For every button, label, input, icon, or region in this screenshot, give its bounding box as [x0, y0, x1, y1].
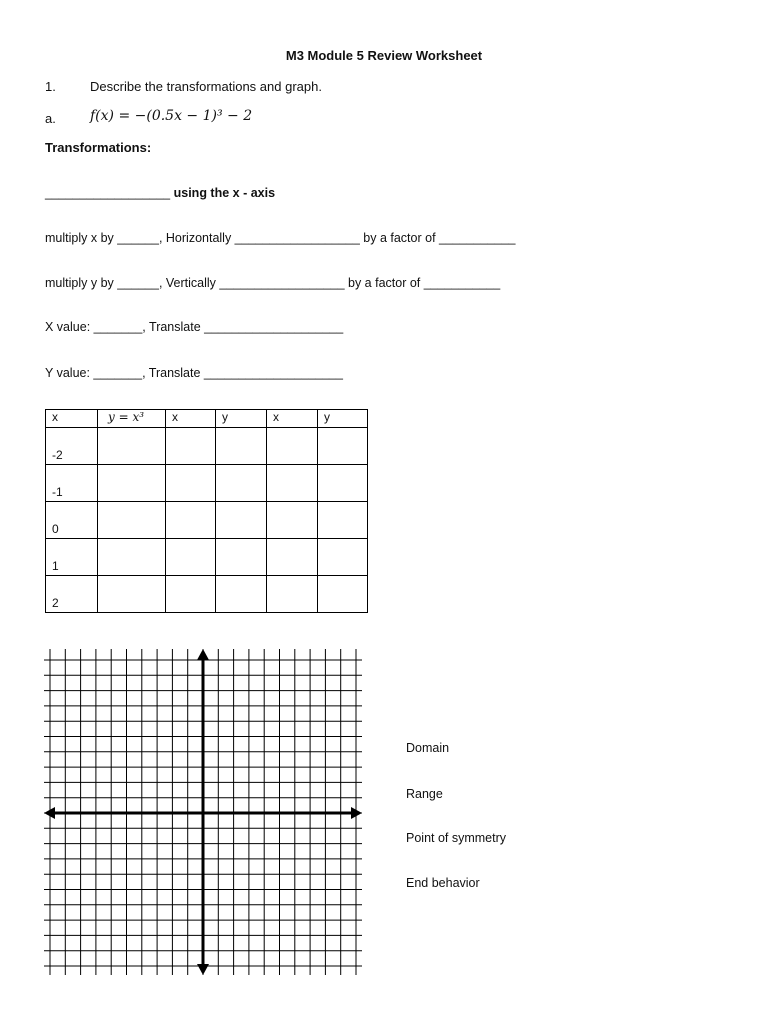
table-cell[interactable]: [166, 576, 216, 613]
header-y-equals-x-cubed: y = x³: [98, 410, 166, 428]
table-cell[interactable]: [98, 428, 166, 465]
table-cell[interactable]: [267, 502, 318, 539]
multiply-y-line[interactable]: multiply y by ______, Vertically __________________ by a factor of ___________: [45, 276, 501, 290]
table-cell[interactable]: [318, 576, 368, 613]
row-x-value: 1: [46, 539, 98, 576]
table-cell[interactable]: [267, 428, 318, 465]
row-x-value: 2: [46, 576, 98, 613]
table-row: [46, 502, 368, 539]
y-value-line[interactable]: Y value: _______, Translate ____________________: [45, 366, 343, 380]
table-row: [46, 428, 368, 465]
values-table: [45, 409, 368, 613]
row-x-value: -2: [46, 428, 98, 465]
table-cell[interactable]: [166, 428, 216, 465]
table-cell[interactable]: [98, 465, 166, 502]
question-number: 1.: [45, 79, 56, 94]
table-cell[interactable]: [216, 576, 267, 613]
table-cell[interactable]: [98, 539, 166, 576]
x-value-line[interactable]: X value: _______, Translate ____________________: [45, 320, 344, 334]
table-cell[interactable]: [318, 502, 368, 539]
row-x-value: -1: [46, 465, 98, 502]
header-y2: y: [216, 410, 267, 428]
table-row: [46, 539, 368, 576]
symmetry-label: Point of symmetry: [406, 831, 507, 845]
table-cell[interactable]: [318, 428, 368, 465]
transformations-heading: Transformations:: [45, 140, 152, 155]
table-cell[interactable]: [318, 539, 368, 576]
end-behavior-label: End behavior: [406, 876, 480, 890]
header-x2: x: [166, 410, 216, 428]
table-cell[interactable]: [216, 502, 267, 539]
table-cell[interactable]: [98, 502, 166, 539]
reflect-line: [45, 186, 275, 200]
page-title: M3 Module 5 Review Worksheet: [285, 48, 483, 63]
range-label: Range: [406, 787, 443, 801]
table-cell[interactable]: [216, 465, 267, 502]
header-y3: y: [318, 410, 368, 428]
table-cell[interactable]: [166, 539, 216, 576]
y-axis-bottom-arrow-icon: [197, 964, 209, 975]
table-cell[interactable]: [166, 502, 216, 539]
domain-label: Domain: [406, 741, 450, 755]
multiply-x-line[interactable]: multiply x by ______, Horizontally __________________ by a factor of ___________: [45, 231, 516, 245]
table-cell[interactable]: [318, 465, 368, 502]
y-axis-top-arrow-icon: [197, 649, 209, 660]
part-label: a.: [45, 111, 56, 126]
table-cell[interactable]: [216, 539, 267, 576]
header-x3: x: [267, 410, 318, 428]
table-cell[interactable]: [216, 428, 267, 465]
table-row: [46, 576, 368, 613]
table-cell[interactable]: [166, 465, 216, 502]
table-cell[interactable]: [98, 576, 166, 613]
coordinate-grid[interactable]: [40, 645, 370, 977]
table-cell[interactable]: [267, 465, 318, 502]
header-x: x: [46, 410, 98, 428]
reflect-blank[interactable]: __________________: [45, 186, 171, 200]
table-header-row: [46, 410, 368, 428]
table-cell[interactable]: [267, 576, 318, 613]
function-equation: f(x) = −(0.5x − 1)³ − 2: [90, 108, 253, 124]
reflect-text: using the x - axis: [173, 186, 276, 200]
row-x-value: 0: [46, 502, 98, 539]
question-text: Describe the transformations and graph.: [90, 79, 322, 94]
table-row: [46, 465, 368, 502]
table-cell[interactable]: [267, 539, 318, 576]
